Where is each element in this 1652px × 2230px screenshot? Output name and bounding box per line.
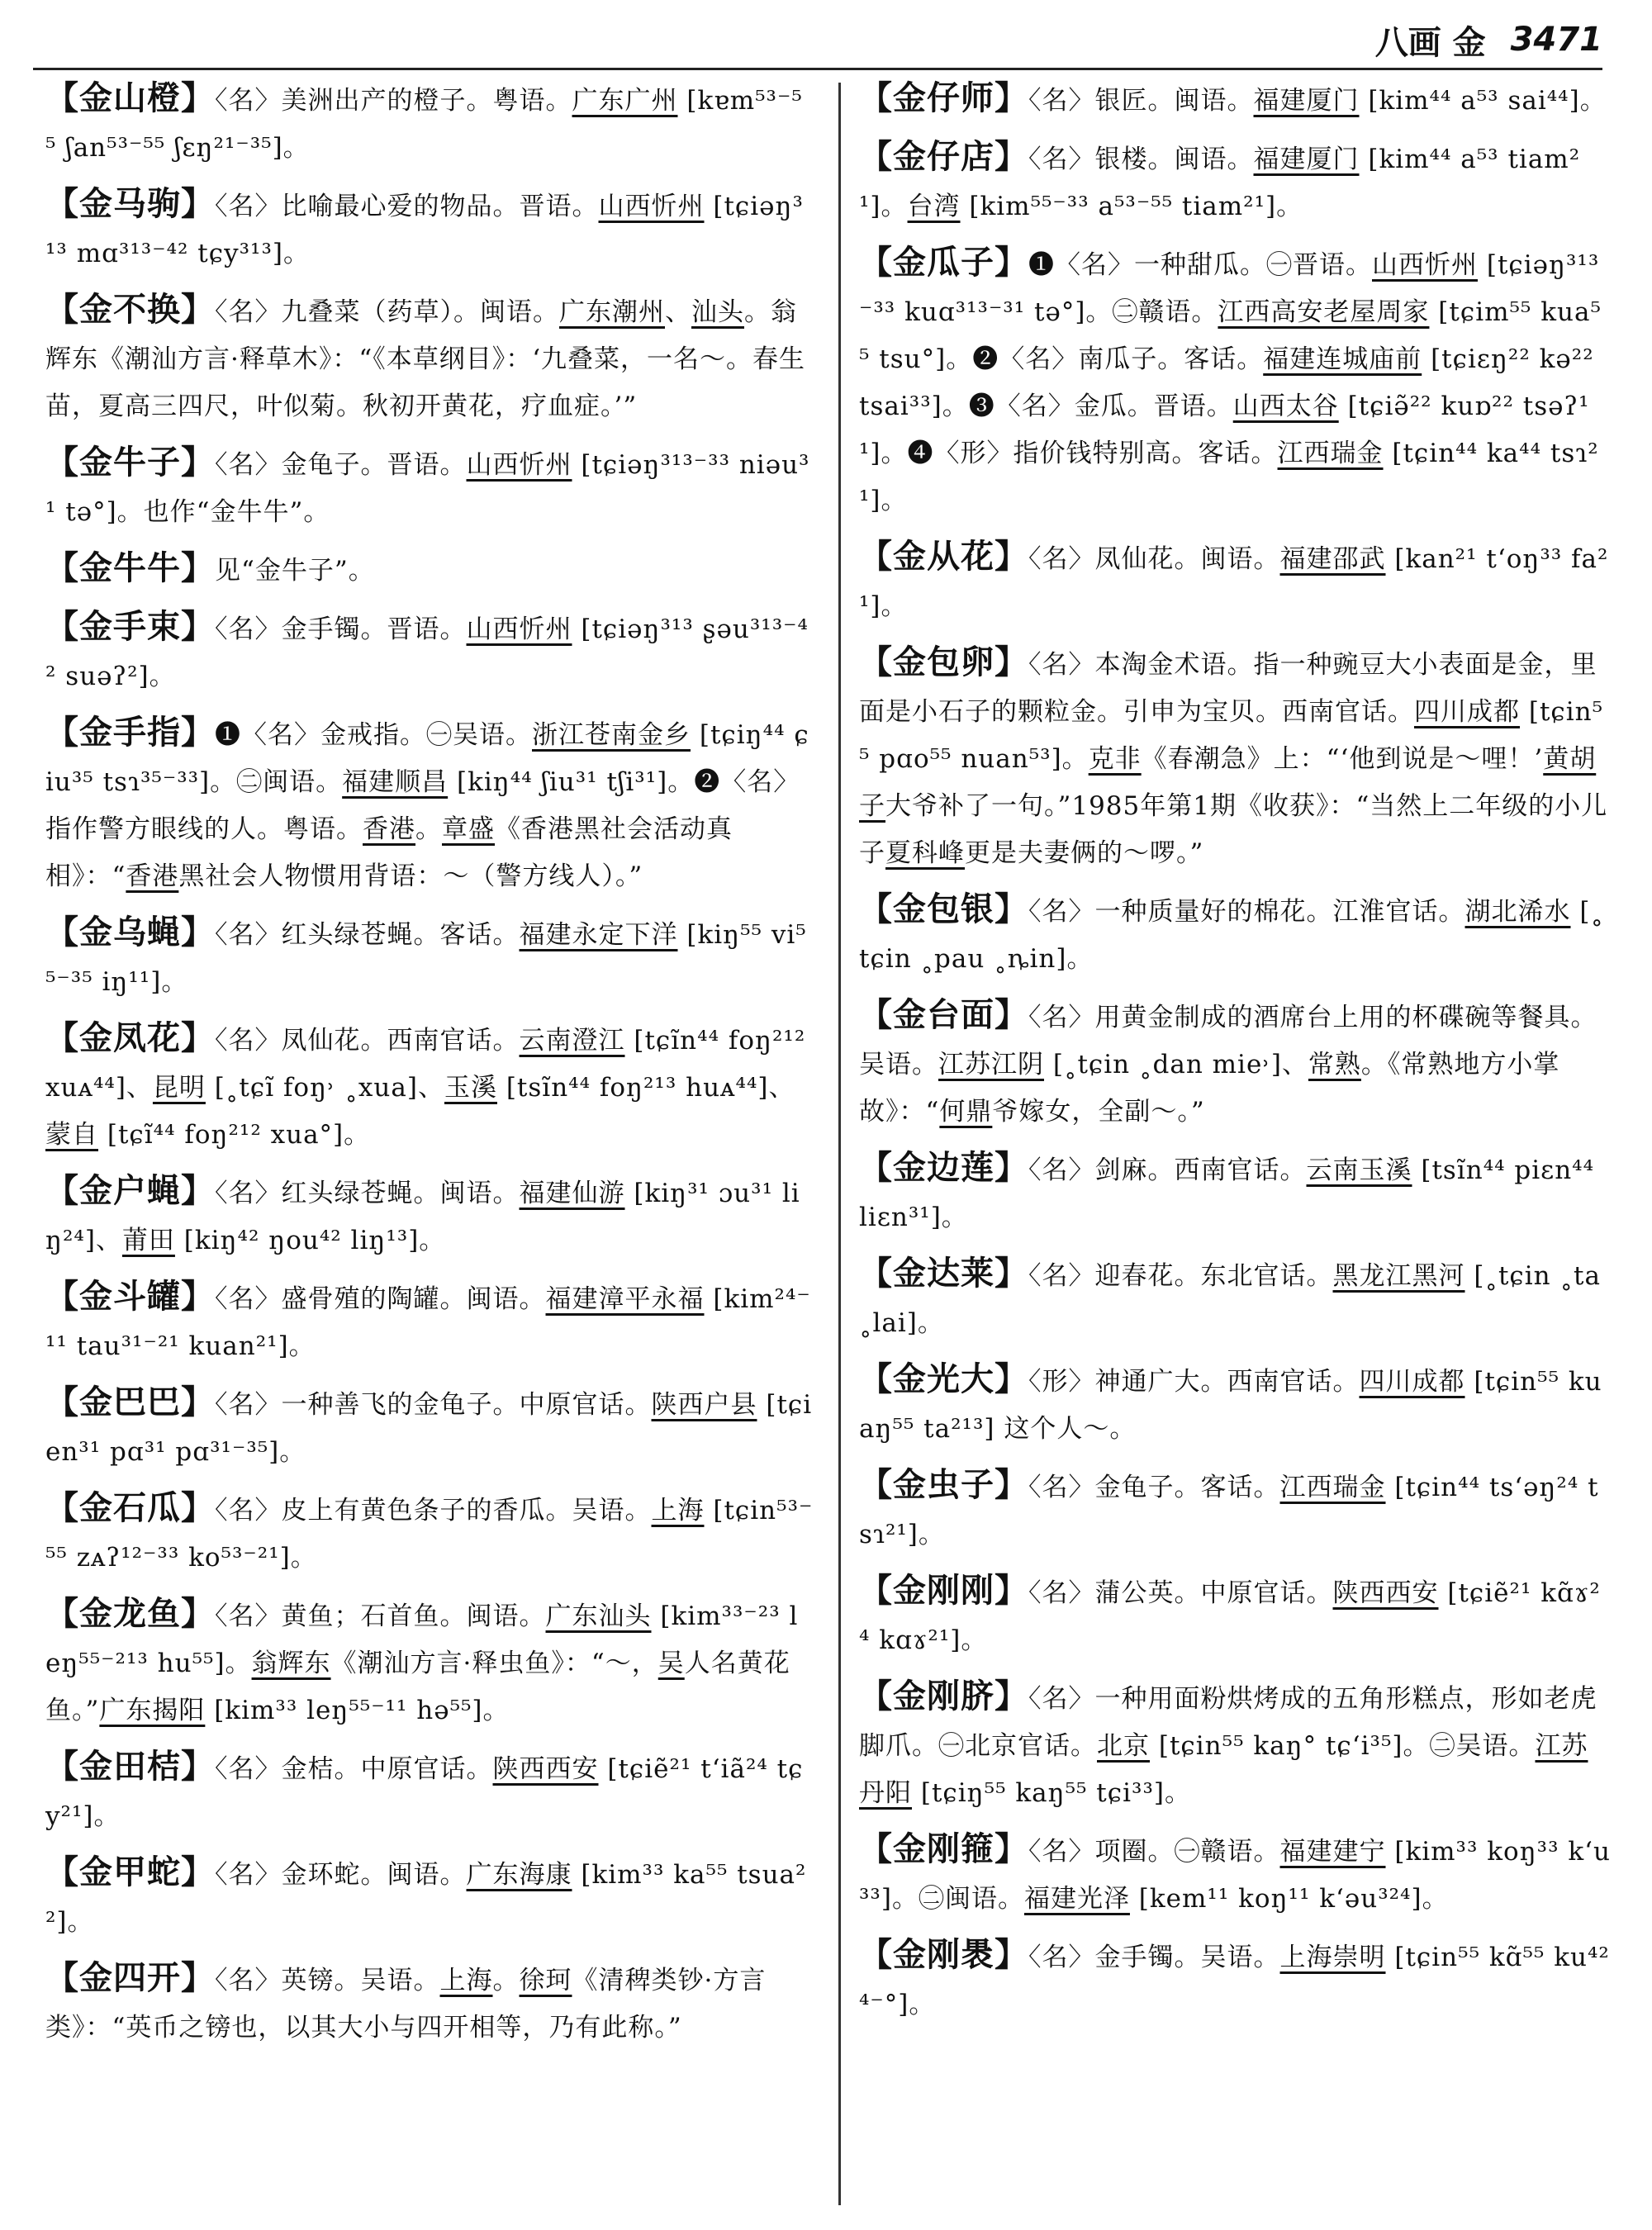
place-name: 四川成都 (1414, 697, 1520, 727)
entry-headword: 【金户蝇】 (45, 1171, 215, 1210)
entry-headword: 【金包银】 (859, 890, 1028, 928)
place-name: 北京 (1097, 1731, 1150, 1761)
dictionary-entry (859, 885, 1611, 983)
entry-text: [tɕin⁵⁵ kaŋ° tɕʻi³⁵]。㊁吴语。 (1150, 1731, 1536, 1761)
place-name: 福建邵武 (1279, 544, 1386, 574)
entry-text: 《潮汕方言·释虫鱼》：“～， (330, 1649, 658, 1678)
column-divider (838, 83, 841, 2205)
entry-headword: 【金凤花】 (45, 1018, 215, 1057)
entry-text: [kem¹¹ koŋ¹¹ kʻəu³²⁴]。 (1129, 1884, 1449, 1914)
entry-text: 〈名〉红头绿苍蝇。闽语。 (215, 1179, 520, 1208)
place-name: 黄胡子 (859, 744, 1597, 821)
entry-text: [tɕiəŋ³¹³ ʂəu³¹³⁻⁴² suəʔ²]。 (45, 614, 809, 691)
place-name: 福建厦门 (1253, 145, 1360, 174)
place-name: 江苏江阴 (938, 1050, 1044, 1079)
entry-text: [kan²¹ tʻoŋ³³ fa²¹]。 (859, 544, 1609, 621)
left-column (45, 74, 814, 2060)
entry-text: [kiŋ⁵⁵ vi⁵⁵⁻³⁵ iŋ¹¹]。 (45, 920, 807, 997)
dictionary-entry (45, 1954, 814, 2052)
dictionary-entry (45, 1848, 814, 1946)
entry-text: 〈名〉剑麻。西南官话。 (1028, 1155, 1307, 1185)
entry-headword: 【金刚脐】 (859, 1677, 1028, 1715)
entry-headword: 【金手束】 (45, 607, 215, 646)
place-name: 福建漳平永福 (545, 1284, 705, 1314)
place-name: 香港 (363, 814, 415, 844)
place-name: 福建顺昌 (342, 767, 449, 797)
place-name: 江西瑞金 (1277, 439, 1384, 468)
entry-headword: 【金乌蝇】 (45, 913, 215, 951)
place-name: 山西忻州 (1372, 250, 1478, 280)
dictionary-entry (45, 1743, 814, 1840)
place-name: 何鼎 (939, 1097, 993, 1127)
entry-text: 〈名〉金龟子。晋语。 (215, 450, 467, 480)
place-name: 翁辉东 (251, 1649, 331, 1678)
entry-text: [tɕiə̃²² kuɒ²² tsəʔ¹¹]。❹〈形〉指价钱特别高。客话。 (859, 391, 1590, 468)
entry-text: 大爷补了一句。”1985年第1期《收获》：“当然上二年级的小儿子 (859, 791, 1608, 868)
dictionary-entry (859, 1672, 1611, 1817)
dictionary-entry (859, 1461, 1611, 1559)
entry-text: 〈名〉九叠菜（药草）。闽语。 (215, 297, 559, 327)
place-name: 广东海康 (466, 1860, 572, 1890)
entry-text: 〈名〉比喻最心爱的物品。晋语。 (215, 192, 599, 221)
entry-text: 〈名〉银楼。闽语。 (1028, 145, 1254, 174)
entry-text: 〈名〉本淘金术语。指一种豌豆大小表面是金，里面是小石子的颗粒金。引申为宝贝。西南官话。 (859, 650, 1597, 727)
dictionary-entry (859, 1825, 1611, 1923)
place-name: 福建建宁 (1279, 1837, 1386, 1867)
place-name: 上海 (651, 1496, 705, 1525)
place-name: 上海 (439, 1966, 493, 1995)
dictionary-entry (859, 991, 1611, 1136)
entry-headword: 【金手指】 (45, 713, 215, 752)
entry-text: [kim³³ ka⁵⁵ tsua²²]。 (45, 1860, 807, 1937)
dictionary-entry (859, 1931, 1611, 2028)
entry-text: 〈名〉红头绿苍蝇。客话。 (215, 920, 520, 950)
dictionary-entry (859, 1250, 1611, 1347)
entry-text: 《清稗类钞·方言类》：“英币之镑也，以其大小与四开相等，乃有此称。” (45, 1966, 767, 2043)
entry-text: [kɐm⁵³⁻⁵⁵ ʃan⁵³⁻⁵⁵ ʃɛŋ²¹⁻³⁵]。 (45, 86, 803, 163)
entry-text: [kim⁴⁴ a⁵³ sai⁴⁴]。 (1359, 86, 1607, 116)
entry-text: ❶〈名〉金戒指。㊀吴语。 (215, 720, 532, 750)
dictionary-entry (859, 533, 1611, 630)
dictionary-entry (45, 74, 814, 172)
place-name: 徐珂 (519, 1966, 572, 1995)
entry-text: 〈名〉银匠。闽语。 (1028, 86, 1254, 116)
entry-text: 〈名〉蒲公英。中原官话。 (1028, 1578, 1333, 1608)
entry-headword: 【金四开】 (45, 1958, 215, 1997)
entry-headword: 【金仔师】 (859, 78, 1028, 117)
place-name: 广东广州 (572, 86, 678, 116)
dictionary-entry (859, 1355, 1611, 1453)
place-name: 黑龙江黑河 (1332, 1261, 1465, 1291)
entry-text: [kiŋ⁴² ŋou⁴² liŋ¹³]。 (174, 1226, 446, 1255)
dictionary-entry (45, 709, 814, 900)
entry-text: [kim⁴⁴ a⁵³ tiam²¹]。 (859, 145, 1581, 221)
entry-text: 。 (492, 1966, 520, 1995)
entry-text: [kim²⁴⁻¹¹ tau³¹⁻²¹ kuan²¹]。 (45, 1284, 811, 1361)
entry-text: [tsĩn⁴⁴ piɛn⁴⁴ liɛn³¹]。 (859, 1155, 1595, 1232)
header-rule (33, 68, 1602, 70)
place-name: 台湾 (907, 192, 961, 221)
entry-text: 《香港黑社会活动真相》：“ (45, 814, 733, 891)
entry-headword: 【金达莱】 (859, 1254, 1028, 1293)
entry-text: 〈名〉金手镯。吴语。 (1028, 1943, 1280, 1972)
entry-text: [tɕin⁵⁵ kɑ̃⁵⁵ ku⁴²⁴⁻°]。 (859, 1943, 1610, 2019)
entry-text: 人名黄花鱼。” (45, 1649, 790, 1725)
place-name: 香港 (126, 861, 179, 891)
entry-text: [tɕiɛŋ²² kə²² tsai³³]。❸〈名〉金瓜。晋语。 (859, 344, 1594, 421)
entry-headword: 【金虫子】 (859, 1465, 1028, 1504)
place-name: 山西忻州 (466, 450, 572, 480)
entry-headword: 【金不换】 (45, 290, 215, 329)
entry-text: [tsĩn⁴⁴ foŋ²¹³ huᴀ⁴⁴]、 (496, 1073, 795, 1103)
entry-text: 、 (665, 297, 691, 327)
entry-text: 《春潮急》上：“‘他到说是～哩！’ (1141, 744, 1544, 774)
entry-text: [tɕin⁵⁵ pɑo⁵⁵ nuan⁵³]。 (859, 697, 1604, 774)
place-name: 克非 (1088, 744, 1142, 774)
entry-headword: 【金山橙】 (45, 78, 215, 117)
place-name: 章盛 (442, 814, 495, 844)
entry-headword: 【金巴巴】 (45, 1383, 215, 1421)
entry-text: [˳tɕin ˳ta ˳lai]。 (859, 1261, 1601, 1338)
place-name: 陕西西安 (1332, 1578, 1439, 1608)
entry-headword: 【金刚刚】 (859, 1571, 1028, 1610)
entry-text: [tɕin⁴⁴ ka⁴⁴ tsɿ²¹]。 (859, 439, 1599, 515)
dictionary-entry (859, 1567, 1611, 1664)
entry-text: 〈名〉凤仙花。闽语。 (1028, 544, 1280, 574)
entry-text: [tɕiəŋ³¹³ mɑ³¹³⁻⁴² tɕy³¹³]。 (45, 192, 804, 268)
right-column (859, 74, 1611, 2037)
entry-text: 〈名〉金龟子。客话。 (1028, 1473, 1280, 1502)
entry-text: [kim³³ koŋ³³ kʻu³³]。㊁闽语。 (859, 1837, 1611, 1914)
page-number: 3471 (1510, 21, 1602, 59)
dictionary-entry (859, 133, 1611, 230)
place-name: 蒙自 (45, 1120, 98, 1150)
place-name: 莆田 (121, 1226, 175, 1255)
place-name: 湖北浠水 (1464, 897, 1571, 927)
entry-text: 〈名〉用黄金制成的酒席台上用的杯碟碗等餐具。吴语。 (859, 1003, 1597, 1079)
entry-text: 〈名〉迎春花。东北官话。 (1028, 1261, 1333, 1291)
entry-headword: 【金包卵】 (859, 643, 1028, 681)
place-name: 福建光泽 (1023, 1884, 1130, 1914)
dictionary-entry (45, 909, 814, 1006)
dictionary-entry (45, 439, 814, 536)
dictionary-entry (45, 1590, 814, 1734)
entry-text: [tɕĩn⁴⁴ foŋ²¹² xuᴀ⁴⁴]、 (45, 1026, 806, 1103)
entry-text: [kim³³⁻²³ leŋ⁵⁵⁻²¹³ hu⁵⁵]。 (45, 1601, 799, 1678)
place-name: 江苏丹阳 (859, 1731, 1588, 1808)
entry-text: 〈名〉英镑。吴语。 (215, 1966, 440, 1995)
entry-headword: 【金牛牛】 (45, 548, 215, 587)
entry-text: 〈名〉盛骨殖的陶罐。闽语。 (215, 1284, 546, 1314)
dictionary-entry (859, 1144, 1611, 1241)
dictionary-entry (859, 74, 1611, 125)
entry-headword: 【金龙鱼】 (45, 1594, 215, 1633)
place-name: 福建连城庙前 (1263, 344, 1422, 374)
entry-text: 〈名〉金环蛇。闽语。 (215, 1860, 467, 1890)
entry-headword: 【金从花】 (859, 537, 1028, 576)
entry-text: 黑社会人物惯用背语：～（警方线人）。” (178, 861, 643, 891)
place-name: 广东揭阳 (99, 1696, 206, 1725)
entry-text: 〈名〉金桔。中原官话。 (215, 1754, 493, 1784)
dictionary-entry (45, 544, 814, 595)
place-name: 福建永定下洋 (519, 920, 678, 950)
place-name: 常熟 (1308, 1050, 1361, 1079)
place-name: 云南玉溪 (1306, 1155, 1412, 1185)
place-name: 江西瑞金 (1279, 1473, 1386, 1502)
entry-text: 〈形〉神通广大。西南官话。 (1028, 1367, 1360, 1397)
dictionary-entry (859, 638, 1611, 877)
entry-text: [kiŋ³¹ ɔu³¹ liŋ²⁴]、 (45, 1179, 800, 1255)
entry-text: [kiŋ⁴⁴ ʃiu³¹ tʃi³¹]。❷〈名〉指作警方眼线的人。粤语。 (45, 767, 800, 844)
entry-text: 〈名〉一种质量好的棉花。江淮官话。 (1028, 897, 1465, 927)
entry-headword: 【金仔店】 (859, 137, 1028, 176)
place-name: 山西忻州 (466, 614, 572, 644)
dictionary-entry (45, 1484, 814, 1582)
entry-text: [tɕin⁵³⁻⁵⁵ zᴀʔ¹²⁻³³ ko⁵³⁻²¹]。 (45, 1496, 814, 1573)
entry-text: [tɕim⁵⁵ kua⁵⁵ tsu°]。❷〈名〉南瓜子。客话。 (859, 297, 1602, 374)
place-name: 广东汕头 (545, 1601, 652, 1631)
entry-text: 爷嫁女，全副～。” (992, 1097, 1205, 1127)
entry-headword: 【金石瓜】 (45, 1488, 215, 1527)
entry-text: 。《常熟地方小掌故》：“ (859, 1050, 1560, 1127)
entry-headword: 【金牛子】 (45, 443, 215, 482)
entry-text: 〈名〉凤仙花。西南官话。 (215, 1026, 520, 1056)
entry-text: 〈名〉一种用面粉烘烤成的五角形糕点，形如老虎脚爪。㊀北京官话。 (859, 1684, 1597, 1761)
dictionary-entry (45, 286, 814, 430)
entry-headword: 【金马驹】 (45, 184, 215, 223)
entry-text: [tɕiẽ²¹ kɑ̃ɤ²⁴ kɑɤ²¹]。 (859, 1578, 1601, 1655)
entry-text: [tɕin⁵⁵ kuaŋ⁵⁵ ta²¹³] 这个人～。 (859, 1367, 1602, 1444)
place-name: 陕西西安 (492, 1754, 599, 1784)
entry-text: 〈名〉金手镯。晋语。 (215, 614, 467, 644)
entry-text: 〈名〉一种善飞的金龟子。中原官话。 (215, 1390, 652, 1420)
dictionary-entry (859, 239, 1611, 524)
place-name: 山西忻州 (598, 192, 705, 221)
place-name: 吴 (657, 1649, 685, 1678)
entry-text: [tɕiẽ²¹ tʻiã²⁴ tɕy²¹]。 (45, 1754, 804, 1831)
entry-text: [tɕĩ⁴⁴ foŋ²¹² xua°]。 (98, 1120, 371, 1150)
entry-text: 〈名〉项圈。㊀赣语。 (1028, 1837, 1280, 1867)
entry-headword: 【金田桔】 (45, 1747, 215, 1786)
entry-headword: 【金刚箍】 (859, 1829, 1028, 1868)
entry-text: 更是夫妻俩的～啰。” (965, 838, 1204, 868)
dictionary-entry (45, 180, 814, 278)
entry-headword: 【金边莲】 (859, 1148, 1028, 1187)
entry-text: [˳tɕĩ foŋ˒ ˳xua]、 (205, 1073, 444, 1103)
entry-text: 。 (415, 814, 442, 844)
entry-text: ❶〈名〉一种甜瓜。㊀晋语。 (1028, 250, 1372, 280)
place-name: 汕头 (691, 297, 744, 327)
dictionary-entry (45, 1167, 814, 1264)
place-name: 上海崇明 (1279, 1943, 1386, 1972)
entry-text: 。翁辉东《潮汕方言·释草木》：“《本草纲目》：‘九叠菜，一名～。春生苗，夏高三四尺，叶似菊。秋初开黄花，疗血症。’” (45, 297, 806, 421)
entry-text: [˳tɕin ˳dan mie˒]、 (1044, 1050, 1308, 1079)
place-name: 四川成都 (1359, 1367, 1465, 1397)
entry-text: [tɕiŋ⁴⁴ ɕiu³⁵ tsɿ³⁵⁻³³]。㊁闽语。 (45, 720, 809, 797)
entry-text: [tɕiəŋ³¹³⁻³³ kuɑ³¹³⁻³¹ tə°]。㊁赣语。 (859, 250, 1600, 327)
place-name: 夏科峰 (885, 838, 965, 868)
entry-text: [kim³³ leŋ⁵⁵⁻¹¹ hə⁵⁵]。 (205, 1696, 510, 1725)
place-name: 浙江苍南金乡 (532, 720, 691, 750)
place-name: 江西高安老屋周家 (1218, 297, 1430, 327)
entry-headword: 【金光大】 (859, 1359, 1028, 1398)
dictionary-entry (45, 1273, 814, 1370)
entry-headword: 【金甲蛇】 (45, 1853, 215, 1891)
place-name: 福建厦门 (1253, 86, 1360, 116)
dictionary-entry (45, 1014, 814, 1159)
entry-text: 〈名〉黄鱼；石首鱼。闽语。 (215, 1601, 546, 1631)
place-name: 昆明 (152, 1073, 206, 1103)
place-name: 山西太谷 (1232, 391, 1339, 421)
entry-headword: 【金台面】 (859, 995, 1028, 1034)
page-header (1289, 15, 1602, 64)
entry-text: [tɕin⁴⁴ tsʻəŋ²⁴ tsɿ²¹]。 (859, 1473, 1599, 1549)
entry-text: 〈名〉美洲出产的橙子。粤语。 (215, 86, 572, 116)
entry-headword: 【金瓜子】 (859, 243, 1028, 282)
entry-text: [tɕiŋ⁵⁵ kaŋ⁵⁵ tɕi³³]。 (912, 1778, 1191, 1808)
entry-headword: 【金斗罐】 (45, 1277, 215, 1316)
entry-text: [tɕien³¹ pɑ³¹ pɑ³¹⁻³⁵]。 (45, 1390, 813, 1467)
entry-text: [kim⁵⁵⁻³³ a⁵³⁻⁵⁵ tiam²¹]。 (960, 192, 1303, 221)
section-label: 八画 金 (1374, 22, 1486, 62)
entry-text: 见“金牛子”。 (215, 556, 375, 586)
place-name: 玉溪 (444, 1073, 497, 1103)
place-name: 广东潮州 (559, 297, 665, 327)
place-name: 云南澄江 (519, 1026, 625, 1056)
dictionary-entry (45, 1378, 814, 1476)
place-name: 福建仙游 (519, 1179, 625, 1208)
dictionary-entry (45, 603, 814, 700)
entry-text: [tɕiəŋ³¹³⁻³³ niəu³¹ tə°]。也作“金牛牛”。 (45, 450, 810, 527)
place-name: 陕西户县 (651, 1390, 757, 1420)
entry-headword: 【金刚褁】 (859, 1935, 1028, 1974)
entry-text: [˳tɕin ˳pau ˳ȵin]。 (859, 897, 1604, 974)
entry-text: 〈名〉皮上有黄色条子的香瓜。吴语。 (215, 1496, 652, 1525)
